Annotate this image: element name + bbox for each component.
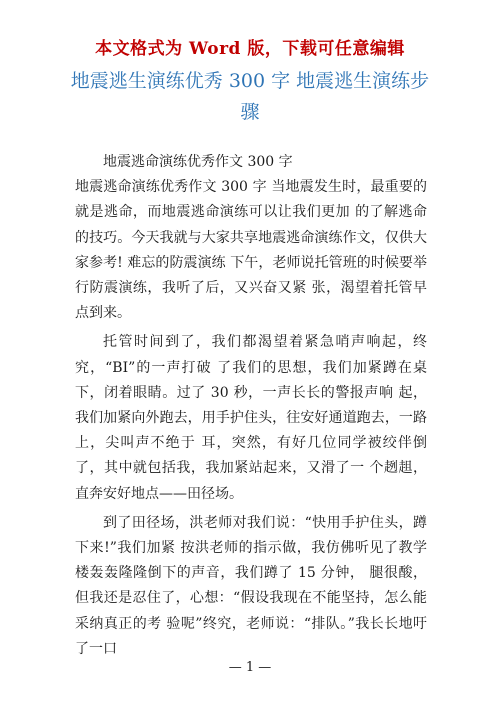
paragraph-intro: 地震逃命演练优秀作文 300 字 当地震发生时，最重要的就是逃命，而地震逃命演练可以让我们更加 的了解逃命的技巧。今天我就与大家共享地震逃命演练作文，仅供大家参考! 难忘的防震演练 下午，老师说托管班的时候要举行防震演练，我听了后，又兴奋又紧 张，渴望着托管早点到来。 — [75, 179, 427, 322]
paragraph-drill-start: 托管时间到了，我们都渴望着紧急哨声响起，终究，“BI”的一声打破 了我们的思想，我们加紧蹲在桌下，闭着眼睛。过了 30 秒，一声长长的警报声响 起，我们加紧向外跑去，用手护住头，往安好通道跑去，一路上，尖叫声不绝于 耳，突然，有好几位同学被绞伴倒了，其中就包括我，我加紧站起来，又滑了一 个趔趄，直奔安好地点——田径场。 — [75, 334, 427, 502]
document-title: 地震逃生演练优秀 300 字 地震逃生演练步骤 — [70, 70, 430, 123]
paragraph-track-field: 到了田径场，洪老师对我们说：“快用手护住头，蹲下来!”我们加紧 按洪老师的指示做，我仿佛听见了教学楼轰轰隆隆倒下的声音，我们蹲了 15 分钟， 腿很酸，但我还是忍住了，心想：“假设我现在不能坚持，怎么能采纳真正的考 验呢”终究，老师说：“排队。”我长长地吁了一口 — [75, 514, 427, 657]
document-header-note: 本文格式为 Word 版，下载可任意编辑 — [95, 39, 405, 59]
paragraph-subtitle: 地震逃命演练优秀作文 300 字 — [103, 154, 293, 170]
page-number: — 1 — — [228, 660, 272, 675]
document-body — [75, 150, 427, 662]
